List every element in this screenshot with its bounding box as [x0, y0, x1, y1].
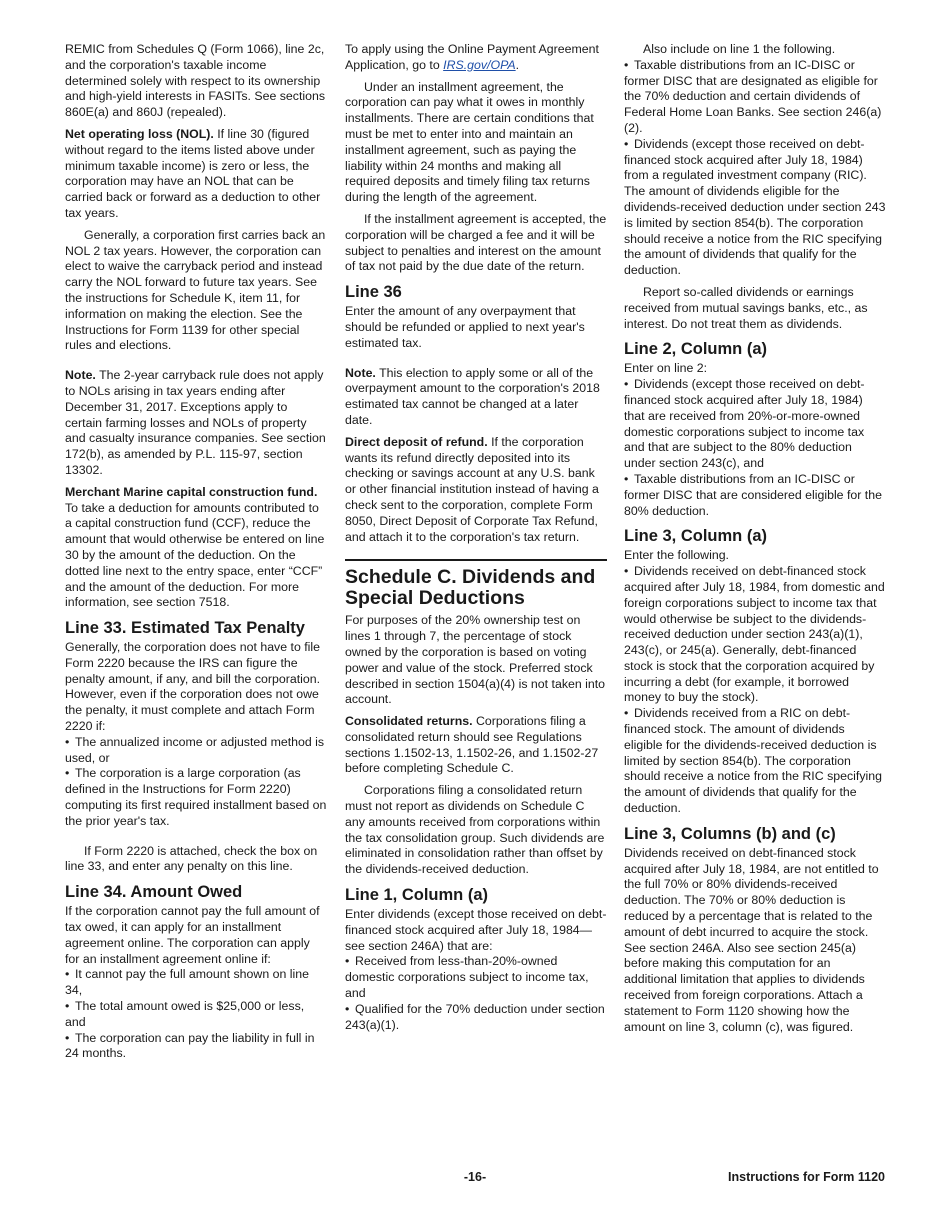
list-item: • Taxable distributions from an IC-DISC or former DISC that are designated as eligible for the 70% deduction and certain dividends of Federal Home Loan Banks. See section 246(a)(2).: [624, 57, 882, 135]
column-left: [65, 42, 327, 1062]
paragraph: Direct deposit of refund. If the corporation wants its refund directly deposited into its checking or savings account at any U.S. bank or other financial institution instead of having a check sent to the corporation, complete Form 8050, Direct Deposit of Corporate Tax Refund, and attach it to the corporation's tax return.: [345, 434, 599, 544]
paragraph: Report so-called dividends or earnings received from mutual savings banks, etc., as interest. Do not treat them as dividends.: [624, 284, 868, 331]
paragraph: REMIC from Schedules Q (Form 1066), line 2c, and the corporation's taxable income determined solely with respect to its ownership and high-yield interests in FASITs. See sections 860E(a) and 860J (repealed).: [65, 42, 326, 120]
list-item: • It cannot pay the full amount shown on line 34,: [65, 967, 309, 998]
consolidated-returns-heading: Consolidated returns.: [345, 714, 473, 729]
paragraph: Enter on line 2:: [624, 361, 708, 376]
paragraph: If the corporation cannot pay the full amount of tax owed, it can apply for an installment agreement online. The corporation can apply for an installment agreement online if:: [65, 904, 320, 966]
schedule-c-heading: Schedule C. Dividends and Special Deductions: [345, 559, 607, 609]
paragraph: Under an installment agreement, the corporation can pay what it owes in monthly installments. There are certain conditions that must be met to enter into and maintain an installment agreement, such as paying the liability within 24 months and making all required deposits and timely filing tax returns during the length of the agreement.: [345, 79, 594, 205]
paragraph: If the installment agreement is accepted, the corporation will be charged a fee and it will be subject to penalties and interest on the amount of tax not paid by the due date of the return.: [345, 211, 607, 274]
paragraph: Also include on line 1 the following.: [643, 42, 836, 56]
paragraph: To apply using the Online Payment Agreement Application, go to IRS.gov/OPA.: [345, 42, 599, 72]
footer-form-title: Instructions for Form 1120: [728, 1170, 885, 1184]
line2a-heading: Line 2, Column (a): [624, 340, 768, 359]
list-item: • Dividends (except those received on debt-financed stock acquired after July 18, 1984) from a regulated investment company (RIC). The amount of dividends eligible for the dividends-received deduction under section 243 is limited by section 854(b). The corporation should receive a notice from the RIC specifying the amount of dividends that qualify for the deduction.: [624, 136, 886, 278]
paragraph: Generally, a corporation first carries back an NOL 2 tax years. However, the corporation can elect to waive the carryback period and instead carry the NOL forward to future tax years. See the instructions for Schedule K, item 11, for information on making the election. See the Instructions for Form 1139 for other special rules and elections.: [65, 227, 326, 353]
column-right: [624, 42, 886, 1041]
paragraph: Consolidated returns. Corporations filing a consolidated return should see Regulations sections 1.1502-13, 1.1502-26, and 1.1502-27 before completing Schedule C.: [345, 714, 599, 776]
line3bc-heading: Line 3, Columns (b) and (c): [624, 824, 836, 843]
list-item: • The corporation can pay the liability in full in 24 months.: [65, 1030, 315, 1061]
line1a-heading: Line 1, Column (a): [345, 886, 489, 905]
note-paragraph: Note. This election to apply some or all of the overpayment amount to the corporation's 2018 estimated tax cannot be changed at a later date.: [345, 365, 600, 427]
line34-heading: Line 34. Amount Owed: [65, 883, 243, 902]
list-item: • Dividends received on debt-financed stock acquired after July 18, 1984, from domestic and foreign corporations subject to income tax that would otherwise be subject to the dividends-received deduction under section 243(a)(1), 243(c), or 245(a). Generally, debt-financed stock is stock that the corporation acquired by incurring a debt (for example, it borrowed money to buy the stock).: [624, 564, 885, 705]
line3a-heading: Line 3, Column (a): [624, 527, 768, 546]
list-item: • Taxable distributions from an IC-DISC or former DISC that are considered eligible for the 80% deduction.: [624, 471, 882, 518]
list-item: • Dividends received from a RIC on debt-financed stock. The amount of dividends eligible for the dividends-received deduction is limited by section 854(b). The corporation should receive a notice from the RIC specifying the amount of dividends that qualify for the deduction.: [624, 706, 882, 816]
paragraph: Net operating loss (NOL). If line 30 (figured without regard to the items listed above under minimum taxable income) is zero or less, the corporation may have an NOL that can be carried back or forward as a deduction to other tax years.: [65, 126, 321, 220]
paragraph: Enter the following.: [624, 548, 729, 563]
paragraph: For purposes of the 20% ownership test on lines 1 through 7, the percentage of stock owned by the corporation is based on voting power and value of the stock. Preferred stock described in section 1504(a)(4) is not taken into account.: [345, 613, 606, 707]
paragraph: Dividends received on debt-financed stock acquired after July 18, 1984, are not entitled to the full 70% or 80% dividends-received deduction. The 70% or 80% deduction is reduced by a percentage that is related to the amount of debt incurred to acquire the stock. See section 246A. Also see section 245(a) before making this computation for an additional limitation that applies to dividends received from foreign corporations. Attach a statement to Form 1120 showing how the amount on line 3, column (c), was figured.: [624, 845, 879, 1034]
line33-heading: Line 33. Estimated Tax Penalty: [65, 619, 305, 638]
paragraph: Generally, the corporation does not have to file Form 2220 because the IRS can figure the penalty amount, if any, and bill the corporation. However, even if the corporation does not owe the penalty, it must complete and attach Form 2220 if:: [65, 640, 321, 734]
list-item: • The corporation is a large corporation (as defined in the Instructions for Form 2220) computing its first required installment based on the prior year's tax.: [65, 766, 327, 828]
page-number: -16-: [463, 1170, 487, 1184]
paragraph: Enter the amount of any overpayment that should be refunded or applied to next year's estimated tax.: [345, 304, 585, 350]
line36-heading: Line 36: [345, 283, 402, 302]
paragraph: Merchant Marine capital construction fund. To take a deduction for amounts contributed to a capital construction fund (CCF), reduce the amount that would otherwise be entered on line 30 by the amount of the deduction. On the dotted line next to the entry space, enter “CCF” and the amount of the deduction. For more information, see section 7518.: [65, 484, 325, 610]
list-item: • The total amount owed is $25,000 or less, and: [65, 999, 305, 1029]
list-item: • Qualified for the 70% deduction under section 243(a)(1).: [345, 1001, 605, 1032]
list-item: • Received from less-than-20%-owned domestic corporations subject to income tax, and: [345, 954, 589, 1001]
irs-opa-link[interactable]: IRS.gov/OPA: [443, 57, 516, 72]
paragraph: If Form 2220 is attached, check the box on line 33, and enter any penalty on this line.: [65, 843, 318, 874]
note-paragraph: Note. The 2-year carryback rule does not apply to NOLs arising in tax years ending after December 31, 2017. Exceptions apply to certain farming losses and NOLs of property and casualty insurance companies. See section 172(b), as amended by P.L. 115-97, section 13302.: [65, 368, 326, 477]
nol-heading: Net operating loss (NOL).: [65, 126, 214, 141]
paragraph: Corporations filing a consolidated return must not report as dividends on Schedule C any amounts received from corporations within the tax consolidation group. Such dividends are eliminated in consolidation rather than offset by the dividends-received deduction.: [345, 783, 605, 877]
list-item: • Dividends (except those received on debt-financed stock acquired after July 18, 1984) that are received from 20%-or-more-owned domestic corporations subject to income tax and that are subject to the 80% deduction under section 243(c), and: [624, 377, 865, 471]
column-middle: [345, 42, 607, 1033]
direct-deposit-heading: Direct deposit of refund.: [345, 434, 488, 449]
list-item: • The annualized income or adjusted method is used, or: [65, 734, 325, 765]
paragraph: Enter dividends (except those received on debt-financed stock acquired after July 18, 1984—see section 246A) that are:: [345, 907, 607, 953]
merchant-marine-heading: Merchant Marine capital construction fund.: [65, 484, 318, 499]
